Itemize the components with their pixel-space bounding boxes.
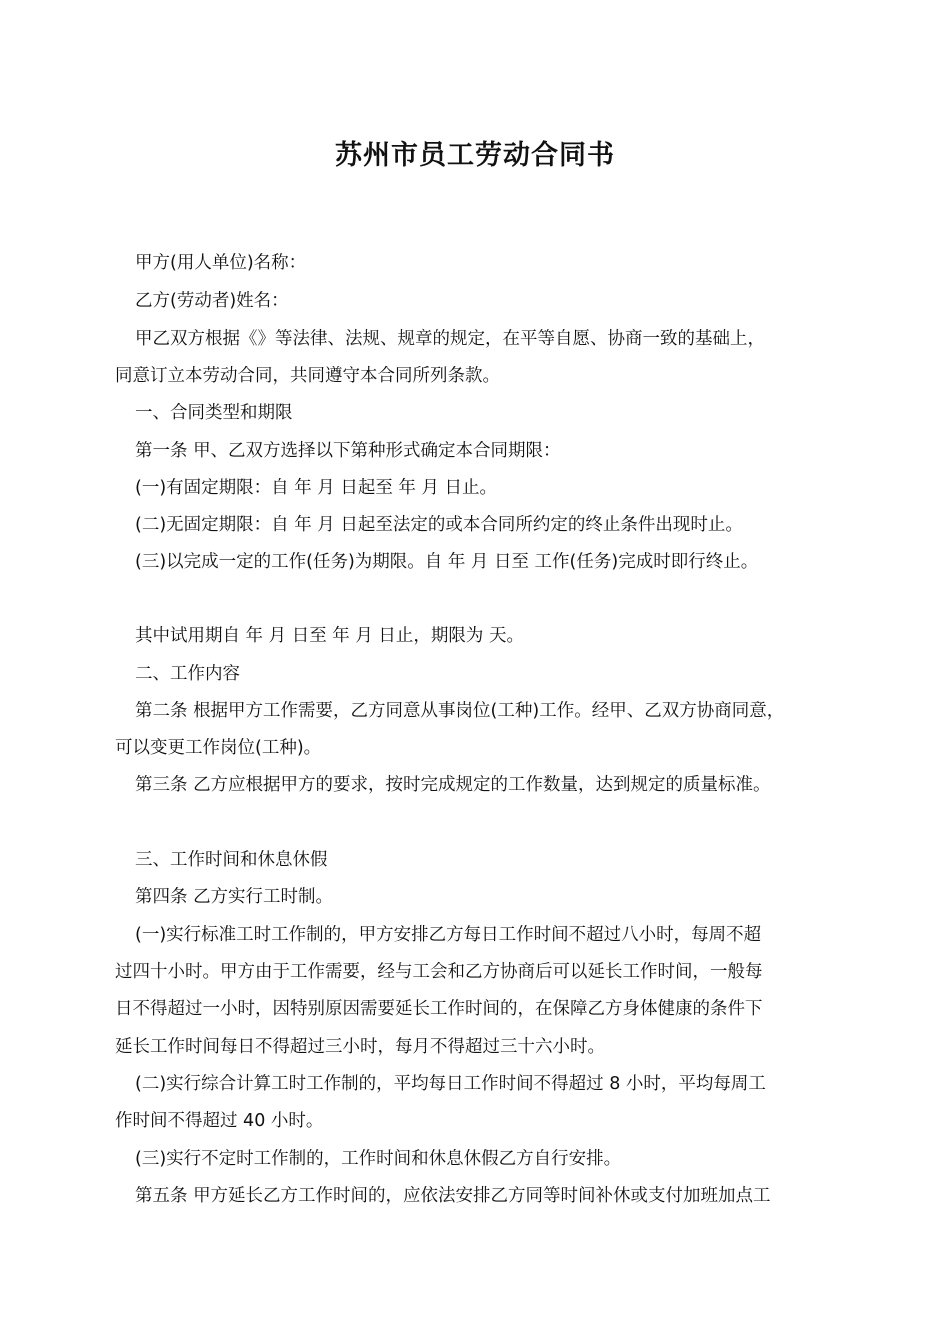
article-2-line-2: 可以变更工作岗位(工种)。 (115, 738, 322, 758)
section-heading-1: 一、合同类型和期限 (135, 403, 293, 423)
article-4-item-1-line-2: 过四十小时。甲方由于工作需要，经与工会和乙方协商后可以延长工作时间，一般每 (115, 962, 763, 982)
section-heading-3: 三、工作时间和休息休假 (135, 850, 328, 870)
article-4-item-3: (三)实行不定时工作制的，工作时间和休息休假乙方自行安排。 (135, 1149, 622, 1169)
probation-line: 其中试用期自 年 月 日至 年 月 日止，期限为 天。 (135, 626, 524, 646)
article-4-item-1-line-1: (一)实行标准工时工作制的，甲方安排乙方每日工作时间不超过八小时，每周不超 (135, 925, 762, 945)
article-2-line-1: 第二条 根据甲方工作需要，乙方同意从事岗位(工种)工作。经甲、乙双方协商同意， (135, 701, 785, 721)
article-5-line-1: 第五条 甲方延长乙方工作时间的，应依法安排乙方同等时间补休或支付加班加点工 (135, 1186, 771, 1206)
article-1: 第一条 甲、乙双方选择以下第种形式确定本合同期限： (135, 441, 561, 461)
party-a-line: 甲方(用人单位)名称： (135, 253, 307, 273)
document-title: 苏州市员工劳动合同书 (335, 140, 615, 171)
article-1-item-2: (二)无固定期限：自 年 月 日起至法定的或本合同所约定的终止条件出现时止。 (135, 515, 743, 535)
article-3: 第三条 乙方应根据甲方的要求，按时完成规定的工作数量，达到规定的质量标准。 (135, 775, 771, 795)
article-1-item-3: (三)以完成一定的工作(任务)为期限。自 年 月 日至 工作(任务)完成时即行终止。 (135, 552, 759, 572)
article-4-item-2-line-1: (二)实行综合计算工时工作制的，平均每日工作时间不得超过 8 小时，平均每周工 (135, 1074, 766, 1094)
preamble-line-2: 同意订立本劳动合同，共同遵守本合同所列条款。 (115, 366, 500, 386)
article-1-item-1: (一)有固定期限：自 年 月 日起至 年 月 日止。 (135, 478, 498, 498)
article-4-item-2-line-2: 作时间不得超过 40 小时。 (115, 1111, 324, 1131)
section-heading-2: 二、工作内容 (135, 664, 240, 684)
article-4: 第四条 乙方实行工时制。 (135, 887, 334, 907)
article-4-item-1-line-3: 日不得超过一小时，因特别原因需要延长工作时间的，在保障乙方身体健康的条件下 (115, 999, 763, 1019)
party-b-line: 乙方(劳动者)姓名： (135, 291, 289, 311)
article-4-item-1-line-4: 延长工作时间每日不得超过三小时，每月不得超过三十六小时。 (115, 1037, 605, 1057)
preamble-line-1: 甲乙双方根据《》等法律、法规、规章的规定，在平等自愿、协商一致的基础上， (135, 329, 765, 349)
